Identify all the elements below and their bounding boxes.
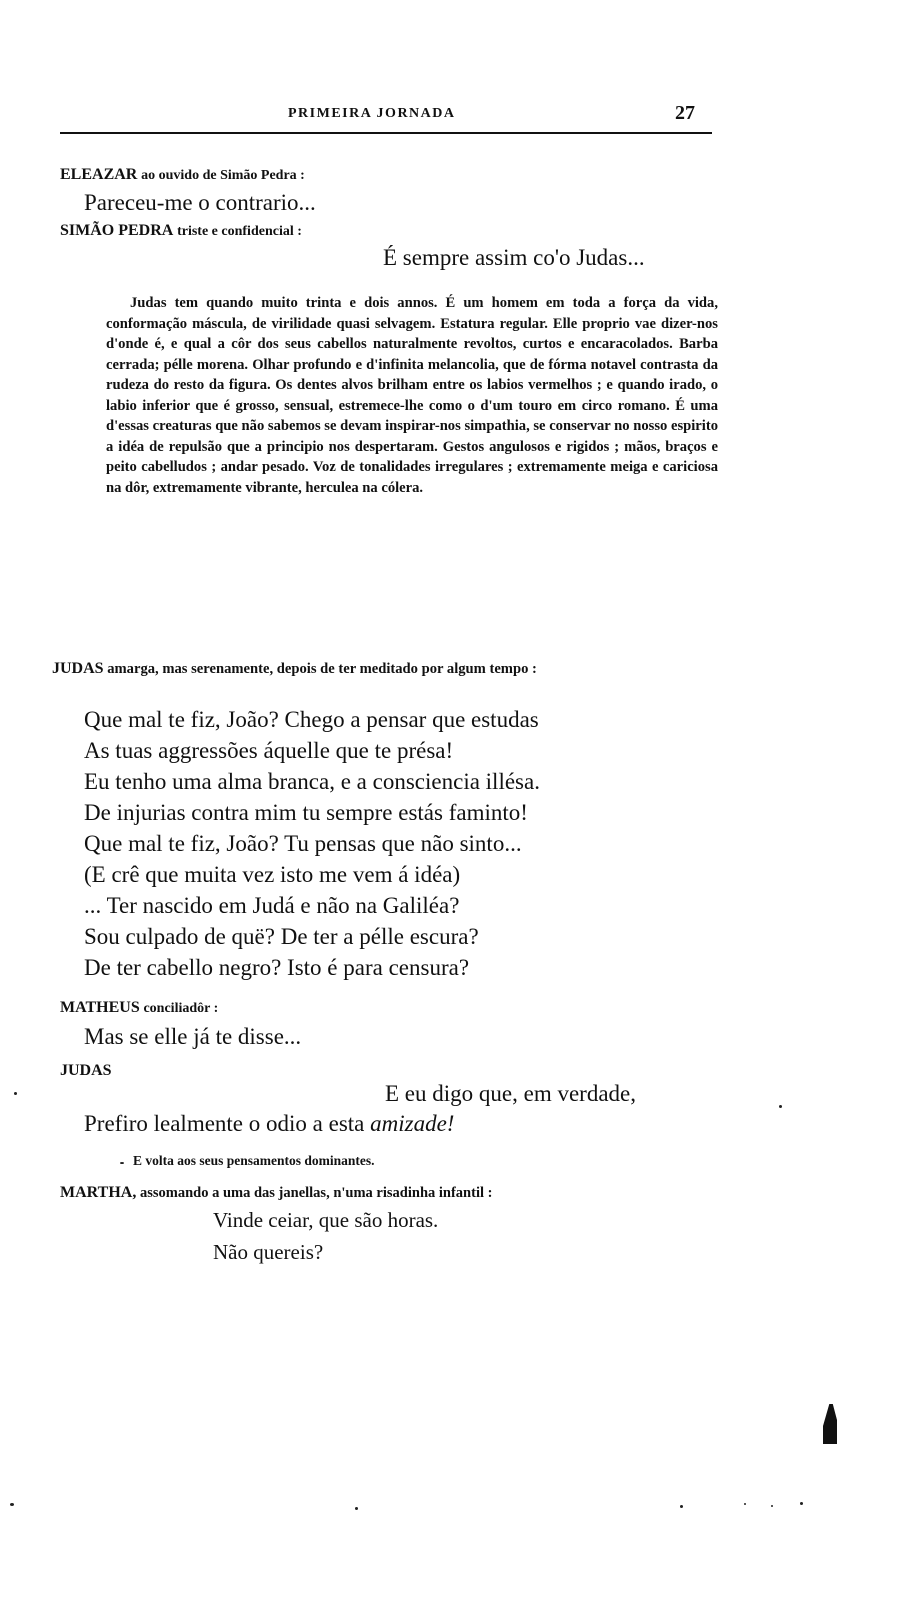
speaker-name: JUDAS	[60, 1062, 112, 1079]
verse-line: Sou culpado de quë? De ter a pélle escura?	[84, 924, 479, 949]
judas-speech	[84, 704, 540, 983]
verse-line: E eu digo que, em verdade,	[385, 1081, 636, 1106]
verse-line: Pareceu-me o contrario...	[84, 190, 316, 215]
verse-line: (E crê que muita vez isto me vem á idéa)	[84, 862, 461, 887]
speaker-line-matheus	[60, 999, 218, 1017]
stage-direction: ao ouvido de Simão Pedra :	[141, 168, 305, 183]
header-rule	[60, 132, 712, 134]
verse-line: De ter cabello negro? Isto é para censura?	[84, 955, 470, 980]
speaker-line-judas	[52, 658, 772, 680]
scan-speck	[680, 1505, 683, 1508]
scan-speck	[779, 1105, 782, 1108]
ink-blot-mark	[823, 1404, 837, 1444]
speaker-line-simao	[60, 222, 302, 240]
stage-direction: E volta aos seus pensamentos dominantes.	[133, 1153, 375, 1168]
verse-line: Que mal te fiz, João? Chego a pensar que estudas	[84, 707, 539, 732]
verse-emphasis: amizade!	[370, 1111, 455, 1136]
running-title: PRIMEIRA JORNADA	[288, 106, 456, 121]
stage-direction: assomando a uma das janellas, n'uma risadinha infantil :	[139, 1185, 493, 1201]
speaker-line-eleazar	[60, 166, 305, 184]
scan-speck	[120, 1162, 124, 1164]
verse-text: Prefiro lealmente o odio a esta	[84, 1111, 371, 1136]
character-description: Judas tem quando muito trinta e dois annos. É um homem em toda a força da vida, conformação máscula, de virilidade quasi selvagem. Estatura regular. Elle proprio vae dizer-nos d'onde é, e qual a côr dos seus cabellos naturalmente revoltos, curtos e encaracolados. Barba cerrada; pélle morena. Olhar profundo e d'infinita melancolia, que de fórma notavel contrasta da rudeza do resto da figura. Os dentes alvos brilham entre os labios vermelhos ; e quando irado, o labio inferior que é grosso, sensual, estremece-lhe como o d'um touro em circo romano. É uma d'essas creaturas que não sabemos se devam inspirar-nos simpathia, se conservar no nosso espirito a idéa de repulsão que a principio nos despertaram. Gestos angulosos e rigidos ; mãos, braços e peito cabelludos ; andar pesado. Voz de tonalidades irregulares ; extremamente meiga e cariciosa na dôr, extremamente vibrante, herculea na cólera.	[106, 295, 718, 496]
speaker-name: JUDAS	[52, 660, 104, 677]
scan-speck	[355, 1507, 358, 1510]
scan-speck	[800, 1502, 803, 1505]
verse-line: Não quereis?	[213, 1240, 324, 1264]
speaker-name: MATHEUS	[60, 999, 140, 1016]
speaker-name: SIMÃO PEDRA	[60, 222, 174, 239]
verse-line: ... Ter nascido em Judá e não na Galiléa?	[84, 893, 460, 918]
verse-line: Eu tenho uma alma branca, e a consciencia illésa.	[84, 769, 540, 794]
speaker-name: MARTHA,	[60, 1184, 137, 1201]
verse-line	[84, 1111, 454, 1137]
verse-line: As tuas aggressões áquelle que te présa!	[84, 738, 454, 763]
scan-speck	[14, 1092, 17, 1095]
speaker-line-martha	[60, 1184, 492, 1202]
stage-direction: conciliadôr :	[143, 1001, 219, 1016]
verse-line: Que mal te fiz, João? Tu pensas que não sinto...	[84, 831, 522, 856]
speaker-name: ELEAZAR	[60, 166, 138, 183]
verse-line: De injurias contra mim tu sempre estás faminto!	[84, 800, 528, 825]
scan-speck	[771, 1505, 773, 1507]
stage-direction: triste e confidencial :	[177, 224, 302, 239]
verse-line: Vinde ceiar, que são horas.	[213, 1208, 439, 1232]
verse-line: É sempre assim co'o Judas...	[383, 245, 645, 270]
scan-speck	[10, 1503, 14, 1506]
verse-line: Mas se elle já te disse...	[84, 1024, 302, 1049]
scan-speck	[744, 1503, 746, 1505]
stage-direction: amarga, mas serenamente, depois de ter meditado por algum tempo :	[107, 661, 537, 677]
page-number: 27	[675, 102, 695, 124]
speaker-line-judas-2	[60, 1062, 112, 1080]
